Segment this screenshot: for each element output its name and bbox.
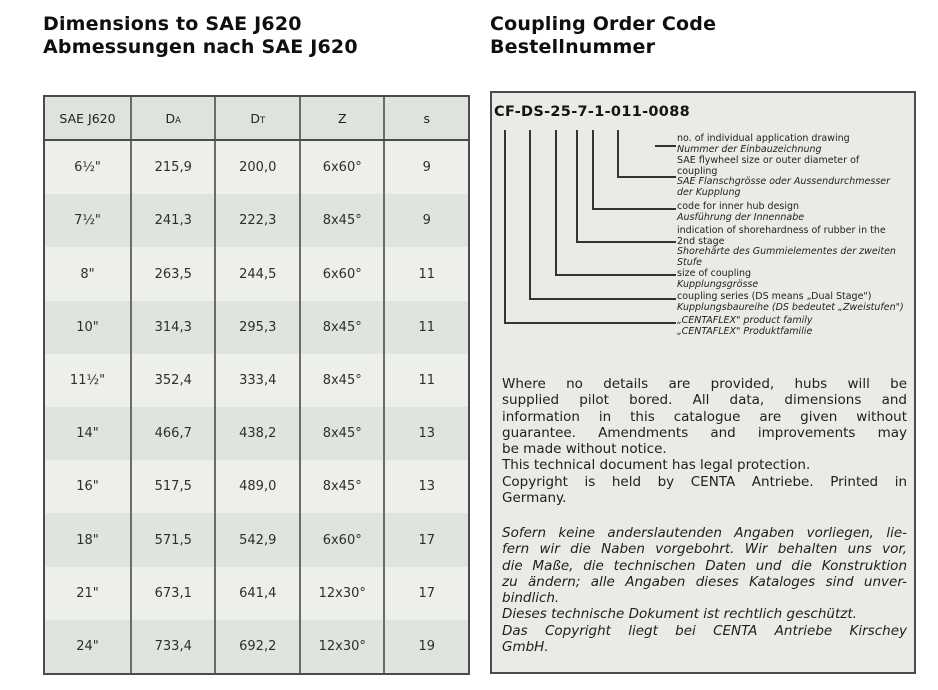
table-cell: 6x60° (301, 513, 386, 566)
table-cell: 222,3 (216, 194, 301, 247)
callout-line-horizontal (555, 274, 676, 276)
table-cell: 8x45° (301, 194, 386, 247)
table-cell: 6½" (45, 141, 132, 194)
notes-line: fern wir die Naben vorgebohrt. Wir behalten uns vor, (502, 541, 907, 558)
callout-label (677, 292, 904, 313)
right-title-de: Bestellnummer (490, 36, 656, 58)
table-cell: 215,9 (132, 141, 217, 194)
callout-text-en: code for inner hub design (677, 201, 800, 212)
right-title-en: Coupling Order Code (490, 13, 717, 35)
left-section-title (43, 13, 358, 59)
table-cell: 6x60° (301, 247, 386, 300)
callout-text-en: size of coupling (677, 268, 752, 279)
table-header-cell (385, 97, 468, 139)
callout-text-en: coupling series (DS means „Dual Stage") (677, 291, 872, 302)
callout-line-vertical (529, 130, 531, 300)
notes-line: be made without notice. (502, 441, 667, 458)
table-cell: 314,3 (132, 301, 217, 354)
header-label: Z (337, 110, 347, 126)
callout-text-de: Stufe (677, 256, 702, 268)
callout-text-en: coupling (677, 165, 718, 177)
table-cell: 21" (45, 567, 132, 620)
table-cell: 352,4 (132, 354, 217, 407)
table-row (45, 407, 468, 460)
table-cell: 263,5 (132, 247, 217, 300)
notes-line: guarantee. Amendments and improvements may (502, 424, 907, 441)
table-row (45, 247, 468, 300)
table-cell: 466,7 (132, 407, 217, 460)
callout-text-de: Ausführung der Innennabe (677, 211, 805, 223)
table-cell: 13 (418, 426, 435, 442)
header-label: D (165, 110, 176, 126)
callout-line-horizontal (617, 176, 676, 178)
callout-label (677, 226, 896, 268)
table-cell: 489,0 (216, 460, 301, 513)
table-cell: 673,1 (132, 567, 217, 620)
header-label: s (423, 110, 430, 126)
table-cell: 542,9 (216, 513, 301, 566)
callout-text-de: Kupplungsbaureihe (DS bedeutet „Zweistufen") (677, 301, 904, 313)
callout-line-vertical (555, 130, 557, 276)
header-subscript: A (175, 115, 181, 126)
header-label: D (250, 110, 260, 126)
table-header-cell (132, 97, 217, 139)
table-cell: 692,2 (216, 620, 301, 673)
callout-text-en: SAE flywheel size or outer diameter of (677, 155, 860, 166)
table-cell: 8" (45, 247, 132, 300)
table-row (45, 567, 468, 620)
table-cell: 10" (45, 301, 132, 354)
notes-german (502, 525, 907, 655)
table-header-cell (216, 97, 301, 139)
notes-line: Germany. (502, 490, 567, 507)
table-cell: 244,5 (216, 247, 301, 300)
table-cell: 9 (422, 213, 431, 229)
table-cell: 14" (45, 407, 132, 460)
table-cell: 8x45° (301, 460, 386, 513)
table-cell: 438,2 (216, 407, 301, 460)
callout-text-de: SAE Flanschgrösse oder Aussendurchmesser (677, 176, 891, 187)
table-row (45, 354, 468, 407)
table-cell: 19 (418, 638, 435, 654)
callout-line-horizontal (592, 208, 676, 210)
callout-line-horizontal (576, 241, 676, 243)
callout-text-de: der Kupplung (677, 186, 741, 198)
notes-line: Dieses technische Dokument ist rechtlich geschützt. (502, 606, 857, 623)
table-cell: 295,3 (216, 301, 301, 354)
notes-line: zu ändern; alle Angaben dieses Kataloges sind unver- (502, 573, 907, 590)
callout-text-en: no. of individual application drawing (677, 133, 850, 144)
table-cell: 13 (418, 479, 435, 495)
table-row (45, 141, 468, 194)
callout-text-en: 2nd stage (677, 235, 725, 247)
table-cell: 9 (422, 160, 431, 176)
callout-text-de: Nummer der Einbauzeichnung (677, 143, 822, 155)
table-row (45, 620, 468, 673)
callout-text-de: „CENTAFLEX" Produktfamilie (677, 325, 813, 337)
callout-text-de: Shorehärte des Gummielementes der zweiten (677, 246, 896, 257)
table-cell: 24" (45, 620, 132, 673)
table-cell: 12x30° (301, 567, 386, 620)
table-cell: 11 (418, 372, 435, 388)
table-cell: 517,5 (132, 460, 217, 513)
order-code-value: CF-DS-25-7-1-011-0088 (494, 104, 690, 120)
left-title-en: Dimensions to SAE J620 (43, 13, 302, 35)
table-cell: 16" (45, 460, 132, 513)
callout-label (677, 316, 813, 337)
header-subscript: T (259, 115, 266, 126)
table-cell: 571,5 (132, 513, 217, 566)
notes-line: Das Copyright liegt bei CENTA Antriebe Kirschey (502, 622, 907, 639)
table-cell: 11 (418, 319, 435, 335)
callout-label (677, 202, 804, 223)
callout-line-horizontal (655, 145, 676, 147)
table-cell: 11 (418, 266, 435, 282)
table-cell: 7½" (45, 194, 132, 247)
callout-label (677, 134, 850, 155)
notes-line: Copyright is held by CENTA Antriebe. Printed in (502, 473, 907, 490)
table-cell: 12x30° (301, 620, 386, 673)
table-cell: 8x45° (301, 354, 386, 407)
callout-label (677, 269, 758, 290)
table-row (45, 194, 468, 247)
callout-line-vertical (504, 130, 506, 324)
table-cell: 200,0 (216, 141, 301, 194)
callout-line-vertical (592, 130, 594, 210)
sae-j620-dimensions-table (43, 95, 470, 675)
table-body (45, 141, 468, 673)
table-cell: 11½" (45, 354, 132, 407)
table-cell: 17 (418, 532, 435, 548)
callout-text-de: „CENTAFLEX" product family (677, 315, 813, 326)
table-header-cell (45, 97, 132, 139)
table-cell: 6x60° (301, 141, 386, 194)
notes-line: Sofern keine anderslautenden Angaben vorliegen, lie- (502, 525, 907, 541)
left-title-de: Abmessungen nach SAE J620 (43, 36, 358, 58)
notes-line: die Maße, die technischen Daten und die Konstruktion (502, 557, 907, 574)
table-header-cell (301, 97, 386, 139)
table-cell: 733,4 (132, 620, 217, 673)
table-row (45, 301, 468, 354)
table-row (45, 460, 468, 513)
table-cell: 241,3 (132, 194, 217, 247)
callout-line-vertical (617, 130, 619, 178)
table-cell: 333,4 (216, 354, 301, 407)
table-cell: 17 (418, 585, 435, 601)
callout-line-horizontal (529, 298, 676, 300)
notes-line: information in this catalogue are given without (502, 408, 907, 425)
notes-line: supplied pilot bored. All data, dimensions and (502, 392, 907, 409)
notes-line: This technical document has legal protection. (502, 457, 811, 474)
notes-line: Where no details are provided, hubs will be (502, 376, 907, 392)
callout-label (677, 156, 890, 198)
notes-line: bindlich. (502, 590, 560, 607)
order-code-panel (490, 91, 916, 674)
table-cell: 18" (45, 513, 132, 566)
callout-line-horizontal (504, 322, 676, 324)
callout-line-vertical (576, 130, 578, 243)
table-row (45, 513, 468, 566)
notes-line: GmbH. (502, 639, 549, 656)
table-cell: 8x45° (301, 301, 386, 354)
callout-text-en: indication of shorehardness of rubber in the (677, 225, 886, 236)
table-cell: 641,4 (216, 567, 301, 620)
table-header-row (45, 97, 468, 141)
table-cell: 8x45° (301, 407, 386, 460)
right-section-title (490, 13, 716, 59)
callout-text-de: Kupplungsgrösse (677, 278, 759, 290)
header-label: SAE J620 (59, 110, 116, 126)
notes-english (502, 376, 907, 506)
